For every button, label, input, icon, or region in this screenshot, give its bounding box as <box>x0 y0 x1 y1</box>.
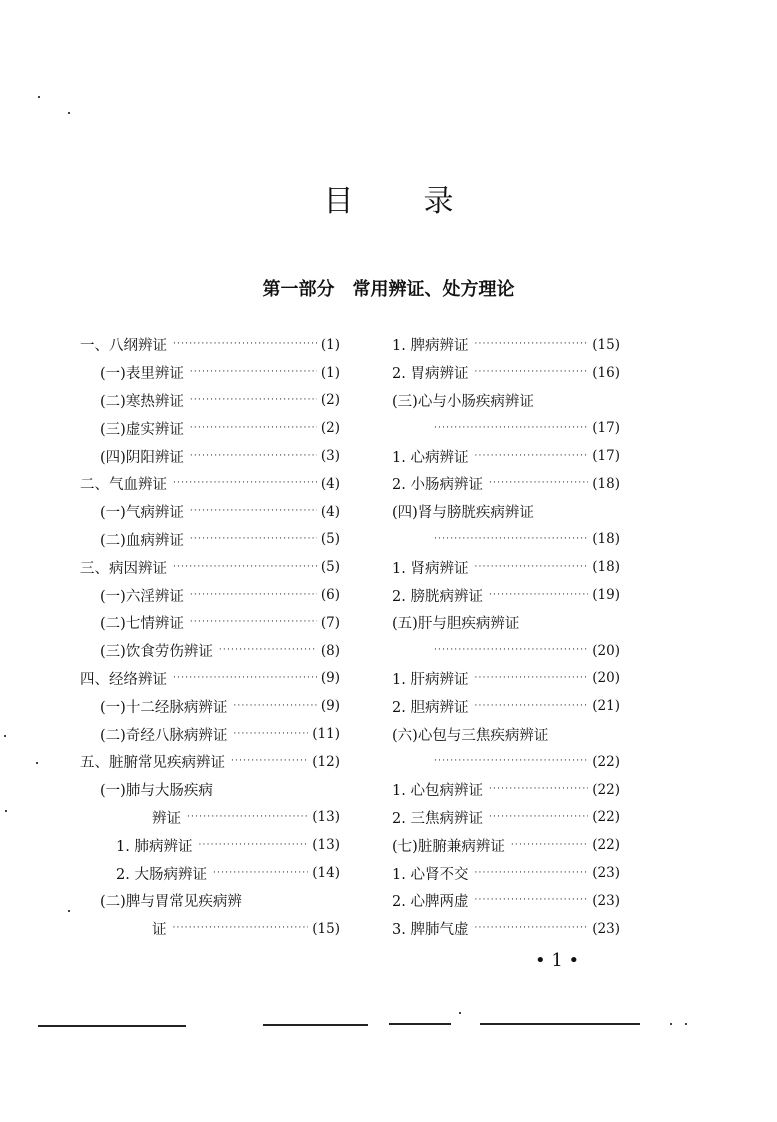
dot-leader <box>489 813 588 822</box>
toc-entry-label: 一、八纲辨证 <box>80 338 167 355</box>
toc-entry-label: (二)奇经八脉病辨证 <box>100 727 228 744</box>
toc-entry <box>392 470 620 498</box>
toc-entry <box>80 359 340 387</box>
toc-entry-label: (一)六淫辨证 <box>100 588 184 605</box>
toc-entry <box>80 859 340 887</box>
dot-leader <box>173 479 317 488</box>
toc-entry <box>80 665 340 693</box>
toc-entry-label: (二)寒热辨证 <box>100 393 184 410</box>
title-char-2: 录 <box>423 184 454 219</box>
dot-leader <box>489 479 588 488</box>
toc-entry-label: 四、经络辨证 <box>80 671 167 688</box>
toc-entry-page: (13) <box>312 837 340 854</box>
scan-line <box>263 1024 368 1026</box>
toc-entry-label: (一)十二经脉病辨证 <box>100 699 228 716</box>
toc-entry <box>392 859 620 887</box>
toc-entry-page: (17) <box>592 448 620 465</box>
toc-entry <box>392 387 620 415</box>
dot-leader <box>173 924 309 933</box>
toc-entry-page: (18) <box>592 531 620 548</box>
scan-speck <box>685 1023 687 1025</box>
toc-entry <box>80 526 340 554</box>
toc-entry-page: (5) <box>320 531 340 548</box>
toc-entry-page: (1) <box>320 336 340 353</box>
scan-speck <box>5 810 7 812</box>
dot-leader <box>474 563 588 572</box>
dot-leader <box>474 674 588 683</box>
dot-leader <box>474 452 588 461</box>
toc-entry-page: (9) <box>320 670 340 687</box>
toc-entry-label: (七)脏腑兼病辨证 <box>392 838 505 855</box>
part-label: 第一部分 <box>262 279 335 300</box>
scan-speck <box>459 1012 461 1014</box>
toc-entry-page: (15) <box>312 920 340 937</box>
toc-entry-label: 证 <box>152 922 167 939</box>
toc-entry <box>392 359 620 387</box>
toc-entry-page: (13) <box>312 809 340 826</box>
toc-entry-label: 1. 脾病辨证 <box>392 338 469 355</box>
dot-leader <box>190 396 317 405</box>
toc-entry-label: (四)肾与膀胱疾病辨证 <box>392 505 534 522</box>
part-text: 常用辨证、处方理论 <box>352 279 515 300</box>
dot-leader <box>187 813 308 822</box>
toc-entry <box>80 609 340 637</box>
toc-entry <box>80 776 340 804</box>
toc-entry-page: (18) <box>592 559 620 576</box>
toc-entry <box>80 442 340 470</box>
toc-entry <box>80 581 340 609</box>
toc-entry-label: (五)肝与胆疾病辨证 <box>392 616 520 633</box>
dot-leader <box>190 507 317 516</box>
toc-entry-page: (8) <box>320 642 340 659</box>
toc-entry-label: (三)饮食劳伤辨证 <box>100 644 213 661</box>
dot-leader <box>173 340 317 349</box>
dot-leader <box>474 340 588 349</box>
toc-entry-page: (6) <box>320 587 340 604</box>
toc-entry-label: 五、脏腑常见疾病辨证 <box>80 755 225 772</box>
scan-speck <box>4 735 6 737</box>
dot-leader <box>213 869 308 878</box>
dot-leader <box>511 841 588 850</box>
toc-entry-label: 1. 肝病辨证 <box>392 671 469 688</box>
toc-entry <box>392 915 620 943</box>
dot-leader <box>190 591 317 600</box>
dot-leader <box>434 646 588 655</box>
toc-left-column <box>80 331 340 943</box>
toc-entry <box>80 553 340 581</box>
toc-entry-page: (17) <box>592 420 620 437</box>
dot-leader <box>434 424 588 433</box>
toc-entry-label: 2. 小肠病辨证 <box>392 477 483 494</box>
toc-entry-page: (16) <box>592 364 620 381</box>
toc-entry-label: 2. 膀胱病辨证 <box>392 588 483 605</box>
toc-right-column <box>392 331 620 943</box>
toc-entry <box>80 692 340 720</box>
scan-speck <box>670 1023 672 1025</box>
toc-entry <box>392 748 620 776</box>
toc-entry <box>392 804 620 832</box>
toc-entry <box>392 526 620 554</box>
toc-entry <box>392 776 620 804</box>
toc-entry <box>80 831 340 859</box>
toc-entry <box>392 720 620 748</box>
toc-entry-label: 2. 心脾两虚 <box>392 894 469 911</box>
toc-entry-page: (20) <box>592 670 620 687</box>
toc-entry-label: 2. 胆病辨证 <box>392 699 469 716</box>
toc-entry-label: 辨证 <box>152 810 181 827</box>
toc-entry <box>80 387 340 415</box>
toc-entry-label: 2. 三焦病辨证 <box>392 810 483 827</box>
dot-leader <box>173 674 317 683</box>
dot-leader <box>434 535 588 544</box>
toc-entry-label: 2. 胃病辨证 <box>392 366 469 383</box>
toc-entry <box>392 692 620 720</box>
toc-entry-label: 1. 肺病辨证 <box>116 838 193 855</box>
toc-entry-page: (2) <box>320 420 340 437</box>
dot-leader <box>231 757 308 766</box>
toc-entry-label: (一)肺与大肠疾病 <box>100 783 213 800</box>
scan-line <box>389 1023 451 1025</box>
dot-leader <box>233 730 308 739</box>
toc-entry <box>392 581 620 609</box>
dot-leader <box>233 702 317 711</box>
toc-entry-label: 1. 心肾不交 <box>392 866 469 883</box>
toc-entry-page: (15) <box>592 336 620 353</box>
toc-entry-label: 三、病因辨证 <box>80 560 167 577</box>
dot-leader <box>190 452 317 461</box>
scan-speck <box>68 910 70 912</box>
toc-entry <box>392 637 620 665</box>
toc-entry-label: (一)气病辨证 <box>100 505 184 522</box>
toc-entry <box>392 665 620 693</box>
toc-entry <box>392 498 620 526</box>
toc-entry-label: 二、气血辨证 <box>80 477 167 494</box>
toc-entry-page: (4) <box>320 503 340 520</box>
scan-line <box>38 1025 186 1027</box>
dot-leader <box>489 785 588 794</box>
dot-leader <box>173 563 317 572</box>
scan-line <box>480 1023 640 1025</box>
scan-speck <box>68 112 70 114</box>
toc-entry <box>392 887 620 915</box>
toc-entry-label: 3. 脾肺气虚 <box>392 922 469 939</box>
dot-leader <box>190 535 317 544</box>
toc-entry-page: (3) <box>320 448 340 465</box>
page-number: • 1 • <box>535 950 580 971</box>
toc-entry-page: (22) <box>592 837 620 854</box>
toc-entry-page: (19) <box>592 587 620 604</box>
toc-entry-label: 1. 心病辨证 <box>392 449 469 466</box>
toc-entry-page: (2) <box>320 392 340 409</box>
toc-entry-page: (22) <box>592 753 620 770</box>
dot-leader <box>474 869 588 878</box>
toc-entry <box>80 470 340 498</box>
toc-entry <box>80 637 340 665</box>
dot-leader <box>474 924 588 933</box>
toc-entry-page: (11) <box>312 726 340 743</box>
toc-entry-page: (18) <box>592 475 620 492</box>
toc-entry-page: (21) <box>592 698 620 715</box>
toc-entry-page: (23) <box>592 865 620 882</box>
toc-entry-label: 1. 心包病辨证 <box>392 783 483 800</box>
title-char-1: 目 <box>323 184 354 219</box>
toc-entry-page: (12) <box>312 753 340 770</box>
toc-entry-label: (二)脾与胃常见疾病辨 <box>100 894 242 911</box>
toc-entry <box>392 331 620 359</box>
toc-entry <box>80 887 340 915</box>
dot-leader <box>474 702 588 711</box>
toc-entry-page: (7) <box>320 614 340 631</box>
toc-entry-label: (四)阴阳辨证 <box>100 449 184 466</box>
toc-entry-page: (9) <box>320 698 340 715</box>
toc-entry-page: (14) <box>312 865 340 882</box>
dot-leader <box>198 841 308 850</box>
toc-entry-page: (22) <box>592 781 620 798</box>
toc-entry <box>80 915 340 943</box>
toc-entry <box>392 414 620 442</box>
toc-entry-label: (六)心包与三焦疾病辨证 <box>392 727 549 744</box>
toc-entry-label: (二)血病辨证 <box>100 532 184 549</box>
toc-entry-label: (三)虚实辨证 <box>100 421 184 438</box>
toc-entry-page: (20) <box>592 642 620 659</box>
toc-entry <box>392 831 620 859</box>
dot-leader <box>190 424 317 433</box>
toc-entry <box>392 442 620 470</box>
dot-leader <box>190 368 317 377</box>
scan-speck <box>36 762 38 764</box>
scan-speck <box>38 96 40 98</box>
dot-leader <box>434 757 588 766</box>
toc-entry-label: (三)心与小肠疾病辨证 <box>392 393 534 410</box>
toc-entry <box>392 609 620 637</box>
toc-entry-label: 2. 大肠病辨证 <box>116 866 207 883</box>
toc-entry-page: (4) <box>320 475 340 492</box>
toc-entry-page: (1) <box>320 364 340 381</box>
toc-entry-label: (一)表里辨证 <box>100 366 184 383</box>
toc-entry <box>80 748 340 776</box>
dot-leader <box>474 896 588 905</box>
toc-entry-page: (23) <box>592 892 620 909</box>
part-heading <box>0 275 777 301</box>
toc-entry <box>80 720 340 748</box>
toc-entry-page: (22) <box>592 809 620 826</box>
dot-leader <box>474 368 588 377</box>
toc-entry-label: (二)七情辨证 <box>100 616 184 633</box>
toc-entry-page: (5) <box>320 559 340 576</box>
toc-entry <box>80 331 340 359</box>
dot-leader <box>190 618 317 627</box>
toc-entry <box>80 498 340 526</box>
dot-leader <box>489 591 588 600</box>
toc-entry <box>80 804 340 832</box>
toc-entry-page: (23) <box>592 920 620 937</box>
toc-entry <box>392 553 620 581</box>
dot-leader <box>219 646 317 655</box>
toc-entry <box>80 414 340 442</box>
page-title <box>0 176 777 220</box>
toc-entry-label: 1. 肾病辨证 <box>392 560 469 577</box>
